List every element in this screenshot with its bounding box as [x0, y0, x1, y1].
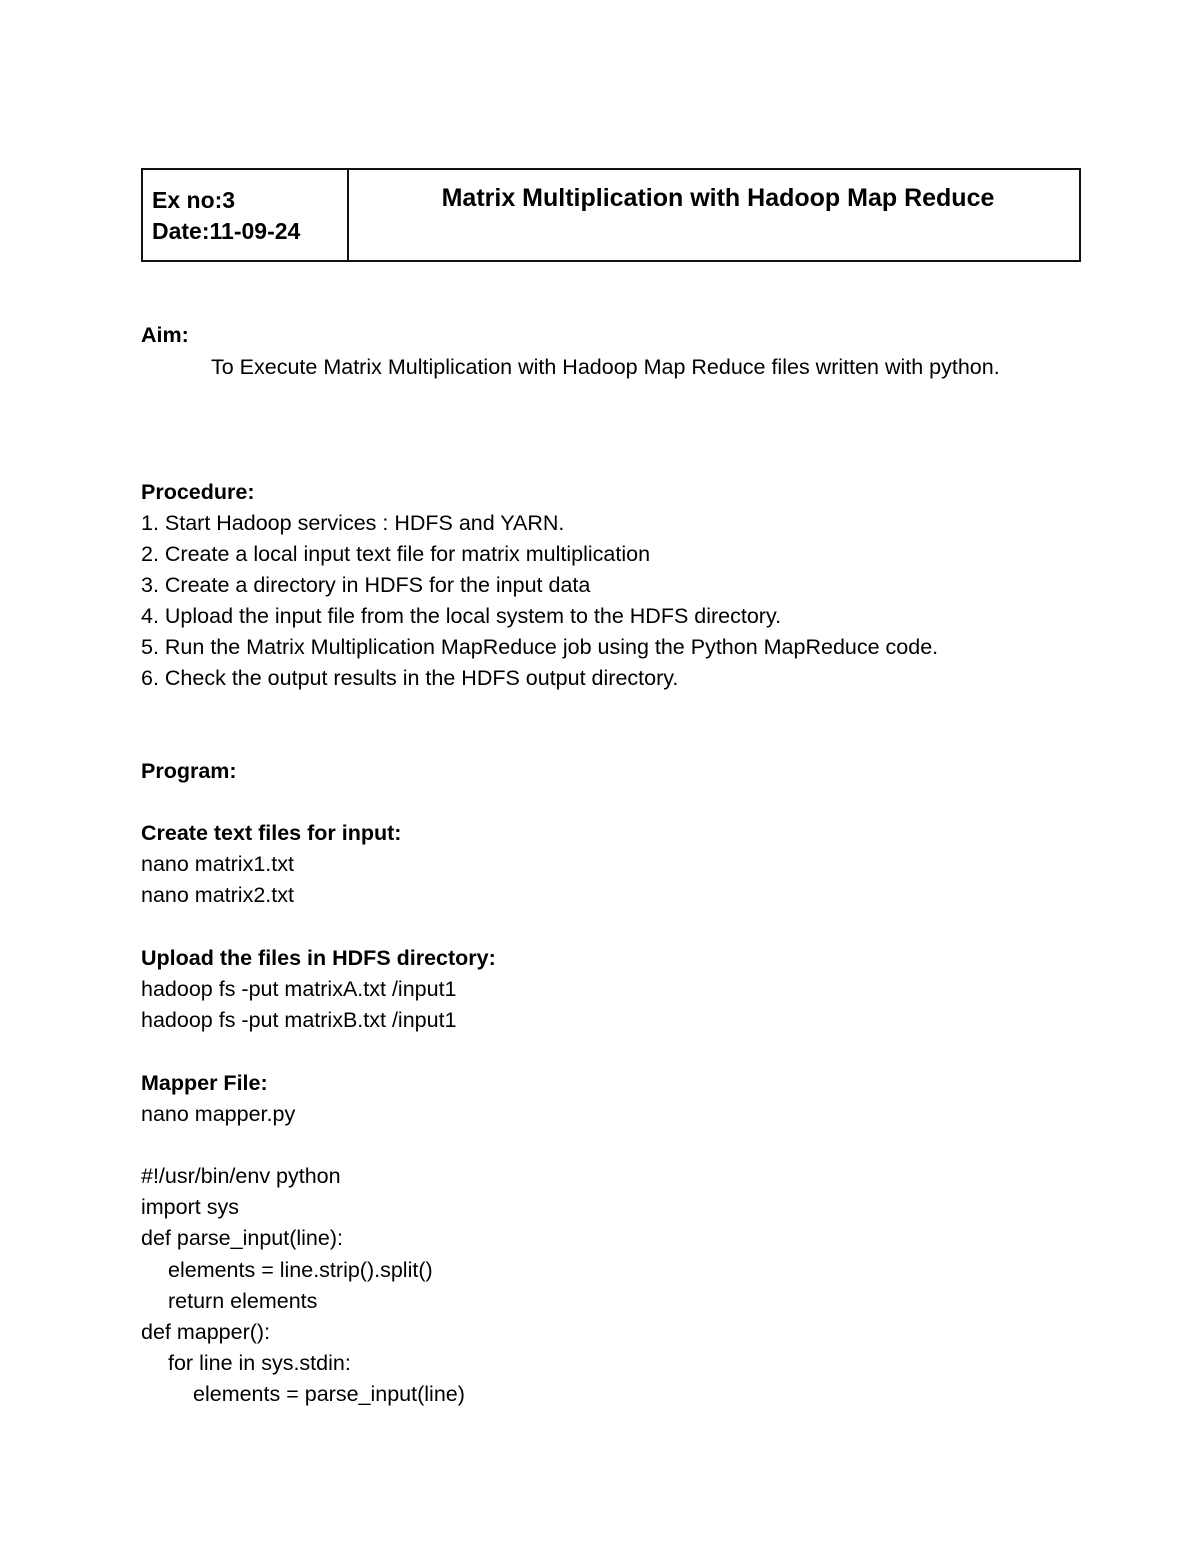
code-line: hadoop fs -put matrixA.txt /input1	[141, 977, 457, 1001]
code-line: hadoop fs -put matrixB.txt /input1	[141, 1008, 457, 1032]
code-line: nano matrix1.txt	[141, 852, 294, 876]
code-line: def parse_input(line):	[141, 1226, 343, 1250]
code-line: for line in sys.stdin:	[168, 1351, 351, 1375]
procedure-step: 6. Check the output results in the HDFS output directory.	[141, 666, 679, 690]
document-title: Matrix Multiplication with Hadoop Map Reduce	[441, 184, 995, 212]
header-table	[141, 168, 1081, 262]
code-line: nano mapper.py	[141, 1102, 296, 1126]
aim-text: To Execute Matrix Multiplication with Hadoop Map Reduce files written with python.	[211, 355, 1000, 379]
code-line: elements = line.strip().split()	[168, 1258, 433, 1282]
procedure-step: 5. Run the Matrix Multiplication MapReduce job using the Python MapReduce code.	[141, 635, 939, 659]
code-line: elements = parse_input(line)	[193, 1382, 465, 1406]
code-line: import sys	[141, 1195, 239, 1219]
code-line: def mapper():	[141, 1320, 271, 1344]
program-heading: Program:	[141, 759, 237, 783]
procedure-step: 4. Upload the input file from the local system to the HDFS directory.	[141, 604, 782, 628]
mapper-heading: Mapper File:	[141, 1071, 268, 1095]
exercise-number: Ex no:3	[152, 187, 236, 213]
header-meta	[152, 185, 300, 247]
procedure-step: 1. Start Hadoop services : HDFS and YARN.	[141, 511, 565, 535]
procedure-step: 2. Create a local input text file for matrix multiplication	[141, 542, 651, 566]
create-files-heading: Create text files for input:	[141, 821, 402, 845]
code-line: return elements	[168, 1289, 318, 1313]
upload-heading: Upload the files in HDFS directory:	[141, 946, 496, 970]
exercise-date: Date:11-09-24	[152, 218, 301, 244]
code-line: #!/usr/bin/env python	[141, 1164, 341, 1188]
aim-heading: Aim:	[141, 323, 189, 347]
header-divider	[347, 170, 349, 260]
procedure-step: 3. Create a directory in HDFS for the input data	[141, 573, 591, 597]
code-line: nano matrix2.txt	[141, 883, 294, 907]
procedure-heading: Procedure:	[141, 480, 255, 504]
